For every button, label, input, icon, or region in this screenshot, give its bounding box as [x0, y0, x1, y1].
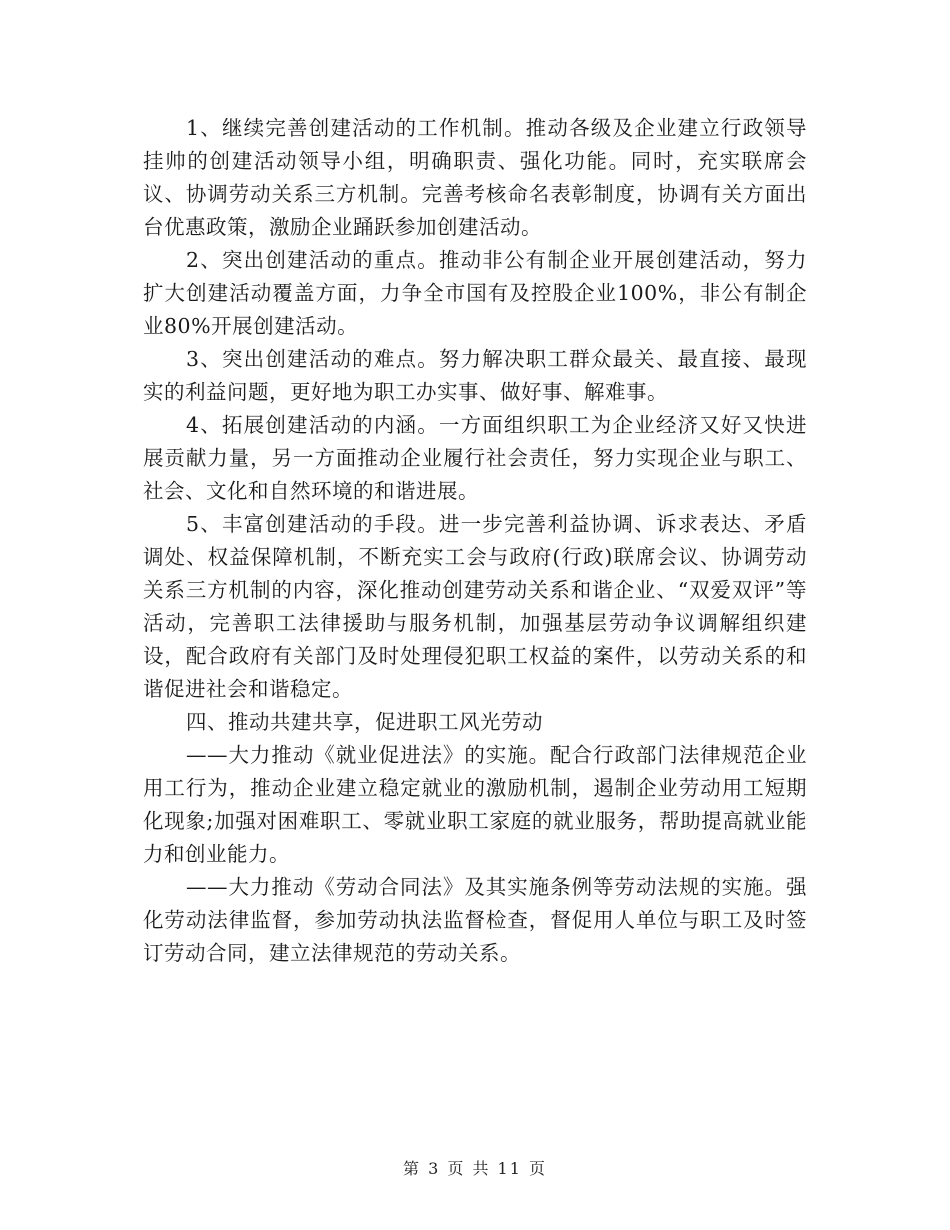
page-footer: 第 3 页 共 11 页 — [403, 1159, 547, 1178]
section-heading: 四、推动共建共享，促进职工风光劳动 — [186, 710, 544, 734]
paragraph-7: ——大力推动《劳动合同法》及其实施条例等劳动法规的实施。强化劳动法律监督，参加劳动执法监督检查，督促用人单位与职工及时签订劳动合同，建立法律规范的劳动关系。 — [143, 875, 807, 965]
paragraph-1: 1、继续完善创建活动的工作机制。推动各级及企业建立行政领导挂帅的创建活动领导小组，明确职责、强化功能。同时，充实联席会议、协调劳动关系三方机制。完善考核命名表彰制度，协调有关方面出台优惠政策，激励企业踊跃参加创建活动。 — [143, 116, 807, 239]
paragraph-4: 4、拓展创建活动的内涵。一方面组织职工为企业经济又好又快进展贡献力量，另一方面推动企业履行社会责任，努力实现企业与职工、社会、文化和自然环境的和谐进展。 — [143, 413, 807, 503]
paragraph-3: 3、突出创建活动的难点。努力解决职工群众最关、最直接、最现实的利益问题，更好地为职工办实事、做好事、解难事。 — [143, 347, 807, 404]
paragraph-5: 5、丰富创建活动的手段。进一步完善利益协调、诉求表达、矛盾调处、权益保障机制，不断充实工会与政府(行政)联席会议、协调劳动关系三方机制的内容，深化推动创建劳动关系和谐企业、“双爱双评”等活动，完善职工法律援助与服务机制，加强基层劳动争议调解组织建设，配合政府有关部门及时处理侵犯职工权益的案件，以劳动关系的和谐促进社会和谐稳定。 — [143, 512, 807, 701]
document-body — [143, 112, 807, 970]
paragraph-2: 2、突出创建活动的重点。推动非公有制企业开展创建活动，努力扩大创建活动覆盖方面，力争全市国有及控股企业100%，非公有制企业80%开展创建活动。 — [143, 248, 807, 338]
paragraph-6: ——大力推动《就业促进法》的实施。配合行政部门法律规范企业用工行为，推动企业建立稳定就业的激励机制，遏制企业劳动用工短期化现象;加强对困难职工、零就业职工家庭的就业服务，帮助提高就业能力和创业能力。 — [143, 743, 807, 866]
